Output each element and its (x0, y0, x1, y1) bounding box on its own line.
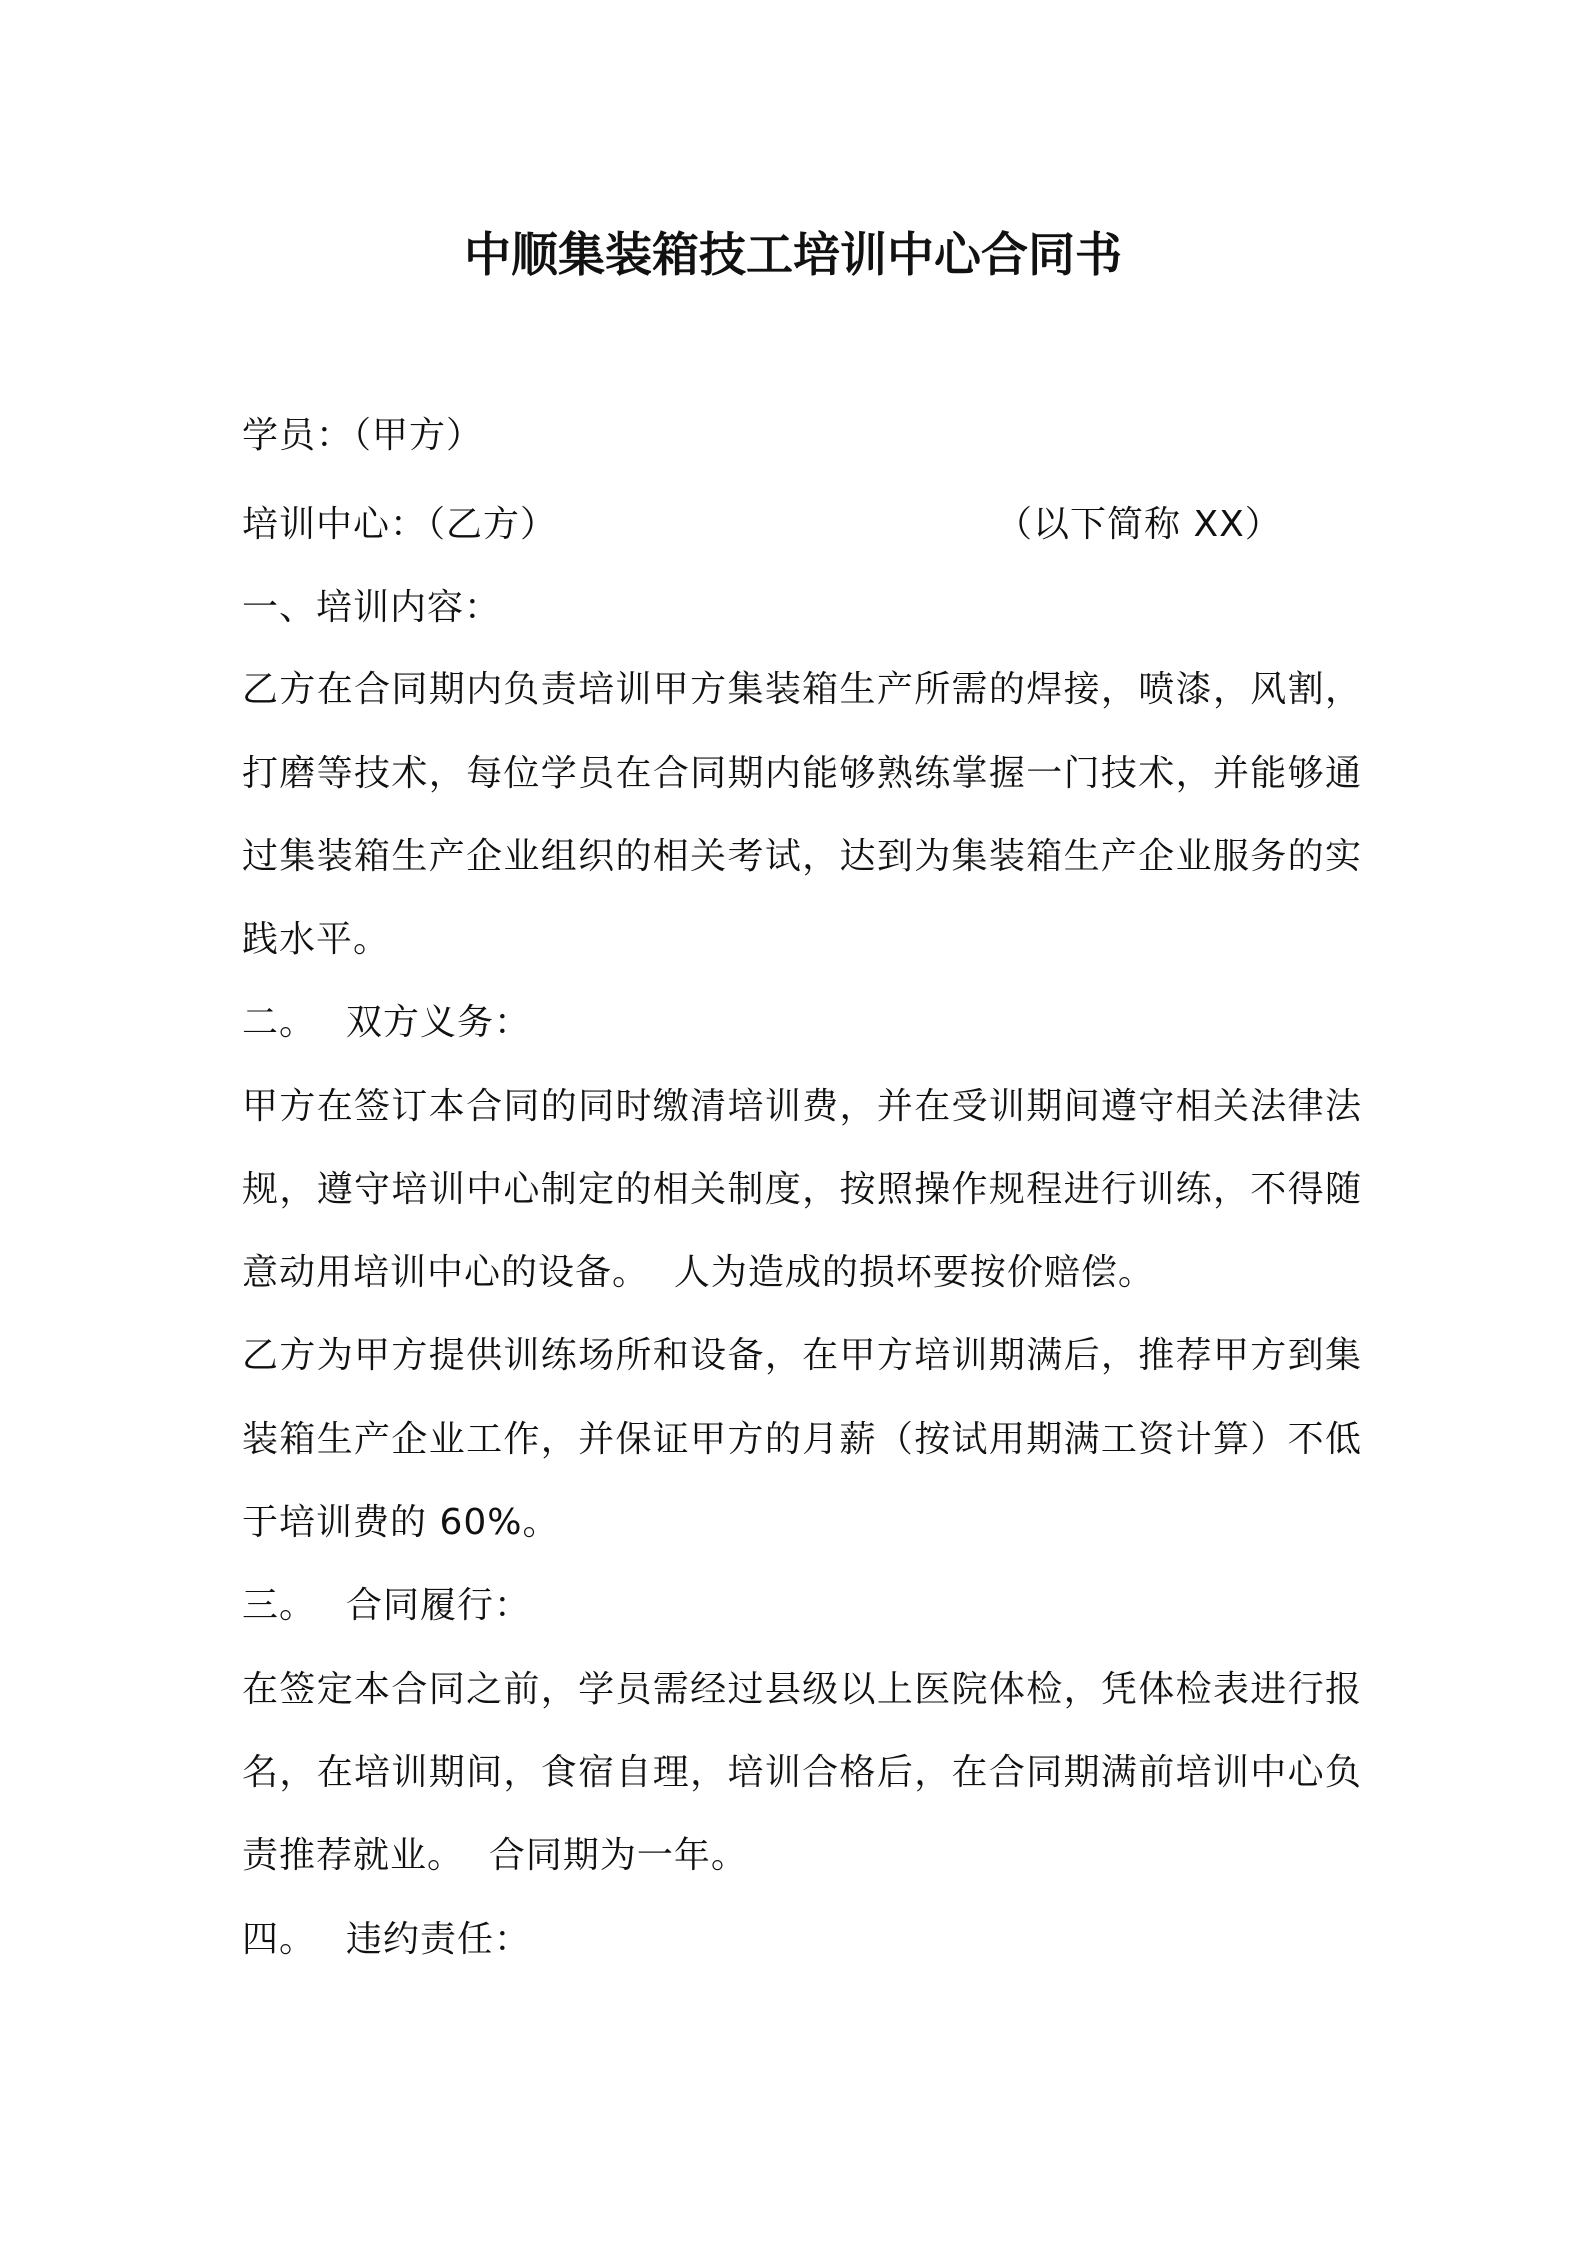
section-2-heading (242, 1001, 1362, 1045)
section-4-heading (242, 1918, 1362, 1962)
paragraph-line: 责推荐就业。 合同期为一年。 (242, 1835, 748, 1876)
section-number: 二。 (242, 1002, 317, 1043)
paragraph-line: 践水平。 (242, 919, 391, 960)
section-number: 三。 (242, 1585, 317, 1626)
party-b-abbreviation: （以下简称 XX） (996, 504, 1282, 545)
paragraph-line: 过集装箱生产企业组织的相关考试，达到为集装箱生产企业服务的实 (242, 836, 1362, 877)
section-heading-text: 违约责任： (346, 1919, 532, 1960)
paragraph-line: 乙方为甲方提供训练场所和设备，在甲方培训期满后，推荐甲方到集 (242, 1335, 1362, 1376)
paragraph-line: 意动用培训中心的设备。 人为造成的损坏要按价赔偿。 (242, 1252, 1155, 1293)
paragraph-line: 装箱生产企业工作，并保证甲方的月薪（按试用期满工资计算）不低 (242, 1419, 1362, 1460)
section-1-heading: 一、培训内容： (242, 587, 502, 628)
party-a-line: 学员：（甲方） (242, 415, 484, 456)
paragraph-line: 于培训费的 60%。 (242, 1502, 560, 1543)
section-number: 四。 (242, 1919, 317, 1960)
paragraph-line: 乙方在合同期内负责培训甲方集装箱生产所需的焊接，喷漆，风割， (242, 669, 1362, 710)
section-3-heading (242, 1584, 1362, 1628)
document-title: 中顺集装箱技工培训中心合同书 (464, 228, 1122, 283)
party-b-line: 培训中心：（乙方） (242, 504, 558, 545)
paragraph-line: 规，遵守培训中心制定的相关制度，按照操作规程进行训练，不得随 (242, 1169, 1362, 1210)
section-heading-text: 双方义务： (346, 1002, 532, 1043)
paragraph-line: 名，在培训期间，食宿自理，培训合格后，在合同期满前培训中心负 (242, 1752, 1362, 1793)
section-heading-text: 合同履行： (346, 1585, 532, 1626)
paragraph-line: 甲方在签订本合同的同时缴清培训费，并在受训期间遵守相关法律法 (242, 1086, 1362, 1127)
paragraph-line: 打磨等技术，每位学员在合同期内能够熟练掌握一门技术，并能够通 (242, 753, 1362, 794)
paragraph-line: 在签定本合同之前，学员需经过县级以上医院体检，凭体检表进行报 (242, 1669, 1362, 1710)
